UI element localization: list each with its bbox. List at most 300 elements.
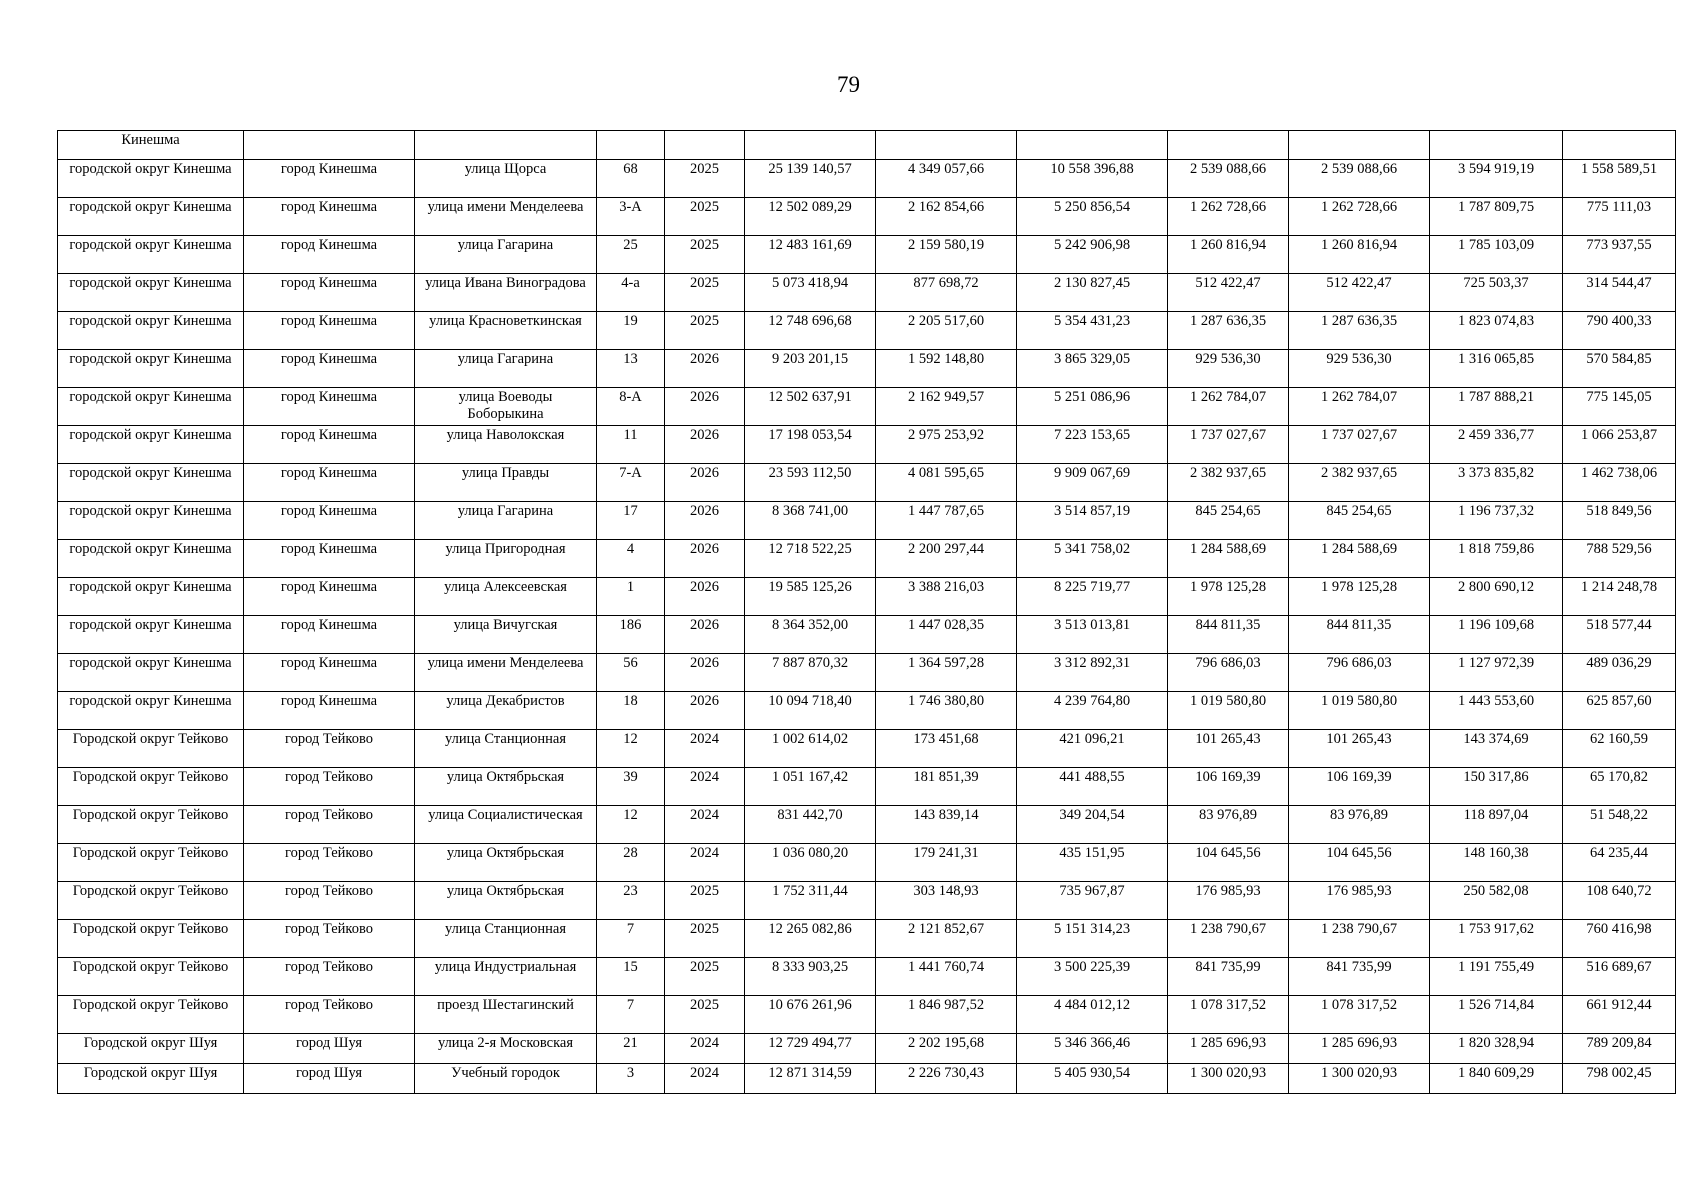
table-row — [58, 502, 1676, 540]
cell-value-3: 9 909 067,69 — [1017, 464, 1168, 502]
cell-value-4: 1 238 790,67 — [1168, 920, 1289, 958]
cell-value-4: 1 262 784,07 — [1168, 388, 1289, 426]
cell-municipality: Городской округ Тейково — [58, 996, 244, 1034]
cell-value-3: 4 239 764,80 — [1017, 692, 1168, 730]
cell-municipality: городской округ Кинешма — [58, 578, 244, 616]
cell-year: 2024 — [665, 1064, 745, 1094]
cell-municipality: городской округ Кинешма — [58, 350, 244, 388]
cell-street: улица Гагарина — [415, 236, 597, 274]
cell-municipality: городской округ Кинешма — [58, 692, 244, 730]
cell-value-3: 5 250 856,54 — [1017, 198, 1168, 236]
cell-settlement: город Тейково — [244, 768, 415, 806]
cell-value-1: 23 593 112,50 — [745, 464, 876, 502]
cell-value-3: 5 354 431,23 — [1017, 312, 1168, 350]
cell-value-7: 62 160,59 — [1563, 730, 1676, 768]
table-row — [58, 198, 1676, 236]
cell-value-5: 796 686,03 — [1289, 654, 1430, 692]
table-row — [58, 996, 1676, 1034]
cell-house: 12 — [597, 730, 665, 768]
cell-municipality: городской округ Кинешма — [58, 616, 244, 654]
cell-house: 12 — [597, 806, 665, 844]
cell-value-2: 1 447 028,35 — [876, 616, 1017, 654]
cell-settlement: город Кинешма — [244, 654, 415, 692]
cell-value-7: 775 145,05 — [1563, 388, 1676, 426]
cell-year: 2025 — [665, 958, 745, 996]
cell-value-2: 2 162 854,66 — [876, 198, 1017, 236]
cell-street: улица Красноветкинская — [415, 312, 597, 350]
cell-house: 28 — [597, 844, 665, 882]
cell-value-7: 1 214 248,78 — [1563, 578, 1676, 616]
cell-municipality: Городской округ Шуя — [58, 1064, 244, 1094]
cell-street: улица Декабристов — [415, 692, 597, 730]
cell-settlement: город Кинешма — [244, 312, 415, 350]
cell-value-5: 1 238 790,67 — [1289, 920, 1430, 958]
cell-value-2: 1 441 760,74 — [876, 958, 1017, 996]
table-row — [58, 426, 1676, 464]
cell-value-1: 12 748 696,68 — [745, 312, 876, 350]
cell-year: 2024 — [665, 768, 745, 806]
cell-value-2: 2 205 517,60 — [876, 312, 1017, 350]
cell-value-5: 929 536,30 — [1289, 350, 1430, 388]
cell-value-2: 2 162 949,57 — [876, 388, 1017, 426]
cell-value-5: 1 978 125,28 — [1289, 578, 1430, 616]
cell-value-4: 512 422,47 — [1168, 274, 1289, 312]
cell-value-4: 1 260 816,94 — [1168, 236, 1289, 274]
cell-settlement: город Тейково — [244, 844, 415, 882]
table-row — [58, 882, 1676, 920]
cell-street: улица Правды — [415, 464, 597, 502]
cell-municipality: Городской округ Тейково — [58, 920, 244, 958]
cell-value-2: 4 349 057,66 — [876, 160, 1017, 198]
cell-value-3 — [1017, 131, 1168, 160]
cell-value-7: 108 640,72 — [1563, 882, 1676, 920]
cell-house: 8-А — [597, 388, 665, 426]
cell-settlement: город Кинешма — [244, 160, 415, 198]
cell-street: улица Ивана Виноградова — [415, 274, 597, 312]
cell-value-1: 7 887 870,32 — [745, 654, 876, 692]
cell-value-3: 5 341 758,02 — [1017, 540, 1168, 578]
cell-street: улица имени Менделеева — [415, 654, 597, 692]
cell-street: улица Гагарина — [415, 350, 597, 388]
cell-year: 2026 — [665, 540, 745, 578]
cell-value-5: 2 382 937,65 — [1289, 464, 1430, 502]
cell-value-1: 25 139 140,57 — [745, 160, 876, 198]
cell-year: 2026 — [665, 388, 745, 426]
cell-value-7: 489 036,29 — [1563, 654, 1676, 692]
table-row — [58, 730, 1676, 768]
cell-value-5: 1 285 696,93 — [1289, 1034, 1430, 1064]
cell-street: улица Пригородная — [415, 540, 597, 578]
cell-settlement: город Кинешма — [244, 616, 415, 654]
cell-value-4: 2 382 937,65 — [1168, 464, 1289, 502]
cell-value-6: 143 374,69 — [1430, 730, 1563, 768]
cell-value-6: 1 787 888,21 — [1430, 388, 1563, 426]
cell-value-2: 4 081 595,65 — [876, 464, 1017, 502]
cell-value-5: 1 260 816,94 — [1289, 236, 1430, 274]
cell-value-6: 1 127 972,39 — [1430, 654, 1563, 692]
table-row — [58, 578, 1676, 616]
cell-value-2: 2 159 580,19 — [876, 236, 1017, 274]
cell-value-1: 1 752 311,44 — [745, 882, 876, 920]
cell-value-7: 64 235,44 — [1563, 844, 1676, 882]
cell-year: 2025 — [665, 920, 745, 958]
page-number: 79 — [837, 72, 860, 97]
cell-street: улица Октябрьская — [415, 882, 597, 920]
table-row — [58, 958, 1676, 996]
cell-year: 2024 — [665, 1034, 745, 1064]
table-row — [58, 388, 1676, 426]
table-row — [58, 312, 1676, 350]
cell-value-3: 5 151 314,23 — [1017, 920, 1168, 958]
cell-year: 2025 — [665, 236, 745, 274]
cell-value-3: 4 484 012,12 — [1017, 996, 1168, 1034]
cell-value-6: 250 582,08 — [1430, 882, 1563, 920]
cell-value-1: 12 718 522,25 — [745, 540, 876, 578]
cell-value-1: 8 364 352,00 — [745, 616, 876, 654]
cell-municipality: городской округ Кинешма — [58, 426, 244, 464]
cell-value-5: 845 254,65 — [1289, 502, 1430, 540]
cell-year: 2025 — [665, 274, 745, 312]
cell-house: 68 — [597, 160, 665, 198]
cell-value-2: 181 851,39 — [876, 768, 1017, 806]
cell-house: 25 — [597, 236, 665, 274]
cell-house: 3 — [597, 1064, 665, 1094]
cell-value-7: 314 544,47 — [1563, 274, 1676, 312]
cell-value-6: 1 196 109,68 — [1430, 616, 1563, 654]
cell-municipality: городской округ Кинешма — [58, 160, 244, 198]
cell-value-6: 3 594 919,19 — [1430, 160, 1563, 198]
cell-value-1: 12 265 082,86 — [745, 920, 876, 958]
cell-value-5: 1 737 027,67 — [1289, 426, 1430, 464]
cell-value-4: 841 735,99 — [1168, 958, 1289, 996]
cell-settlement: город Кинешма — [244, 502, 415, 540]
cell-house: 7 — [597, 996, 665, 1034]
cell-settlement: город Кинешма — [244, 464, 415, 502]
cell-municipality: Городской округ Тейково — [58, 958, 244, 996]
cell-value-7: 518 577,44 — [1563, 616, 1676, 654]
cell-value-2: 2 226 730,43 — [876, 1064, 1017, 1094]
cell-settlement: город Тейково — [244, 806, 415, 844]
cell-municipality: Кинешма — [58, 131, 244, 160]
cell-value-6: 148 160,38 — [1430, 844, 1563, 882]
cell-value-4: 1 262 728,66 — [1168, 198, 1289, 236]
cell-municipality: городской округ Кинешма — [58, 654, 244, 692]
cell-municipality: городской округ Кинешма — [58, 198, 244, 236]
cell-value-6: 3 373 835,82 — [1430, 464, 1563, 502]
cell-value-2: 179 241,31 — [876, 844, 1017, 882]
cell-value-1: 12 483 161,69 — [745, 236, 876, 274]
cell-value-5: 1 078 317,52 — [1289, 996, 1430, 1034]
cell-value-3: 5 405 930,54 — [1017, 1064, 1168, 1094]
cell-house: 7-А — [597, 464, 665, 502]
cell-street: улица Октябрьская — [415, 844, 597, 882]
cell-settlement: город Кинешма — [244, 236, 415, 274]
cell-value-7: 798 002,45 — [1563, 1064, 1676, 1094]
cell-value-1: 5 073 418,94 — [745, 274, 876, 312]
cell-settlement: город Кинешма — [244, 274, 415, 312]
cell-street — [415, 131, 597, 160]
cell-value-7: 773 937,55 — [1563, 236, 1676, 274]
cell-street: улица Индустриальная — [415, 958, 597, 996]
table-row — [58, 1034, 1676, 1064]
cell-value-3: 2 130 827,45 — [1017, 274, 1168, 312]
cell-municipality: Городской округ Тейково — [58, 730, 244, 768]
data-table — [57, 130, 1676, 1094]
cell-house: 13 — [597, 350, 665, 388]
cell-value-1: 12 502 089,29 — [745, 198, 876, 236]
cell-value-3: 5 346 366,46 — [1017, 1034, 1168, 1064]
cell-street: улица Воеводы Боборыкина — [415, 388, 597, 426]
cell-settlement: город Кинешма — [244, 426, 415, 464]
cell-value-7: 775 111,03 — [1563, 198, 1676, 236]
cell-house: 15 — [597, 958, 665, 996]
cell-year: 2024 — [665, 844, 745, 882]
cell-value-2: 2 121 852,67 — [876, 920, 1017, 958]
cell-municipality: Городской округ Тейково — [58, 882, 244, 920]
cell-year: 2025 — [665, 882, 745, 920]
cell-street: улица Щорса — [415, 160, 597, 198]
cell-value-6: 2 800 690,12 — [1430, 578, 1563, 616]
cell-value-7: 789 209,84 — [1563, 1034, 1676, 1064]
cell-year: 2024 — [665, 730, 745, 768]
cell-year: 2026 — [665, 654, 745, 692]
cell-value-5: 1 262 784,07 — [1289, 388, 1430, 426]
cell-value-3: 5 242 906,98 — [1017, 236, 1168, 274]
cell-value-6: 118 897,04 — [1430, 806, 1563, 844]
table-row — [58, 274, 1676, 312]
cell-value-4: 176 985,93 — [1168, 882, 1289, 920]
cell-house: 4-а — [597, 274, 665, 312]
table-row — [58, 844, 1676, 882]
cell-value-1: 1 036 080,20 — [745, 844, 876, 882]
table-row — [58, 540, 1676, 578]
cell-year: 2026 — [665, 616, 745, 654]
cell-value-3: 7 223 153,65 — [1017, 426, 1168, 464]
cell-value-5: 1 262 728,66 — [1289, 198, 1430, 236]
cell-house: 21 — [597, 1034, 665, 1064]
cell-year: 2025 — [665, 312, 745, 350]
cell-value-1: 8 333 903,25 — [745, 958, 876, 996]
cell-house: 1 — [597, 578, 665, 616]
cell-value-5: 2 539 088,66 — [1289, 160, 1430, 198]
cell-value-6: 1 753 917,62 — [1430, 920, 1563, 958]
cell-year: 2026 — [665, 578, 745, 616]
cell-value-3: 8 225 719,77 — [1017, 578, 1168, 616]
cell-settlement — [244, 131, 415, 160]
cell-value-2 — [876, 131, 1017, 160]
cell-value-5: 106 169,39 — [1289, 768, 1430, 806]
cell-value-1: 12 729 494,77 — [745, 1034, 876, 1064]
cell-value-7: 1 462 738,06 — [1563, 464, 1676, 502]
cell-street: улица имени Менделеева — [415, 198, 597, 236]
cell-value-3: 735 967,87 — [1017, 882, 1168, 920]
cell-value-5 — [1289, 131, 1430, 160]
cell-value-4: 106 169,39 — [1168, 768, 1289, 806]
table-row — [58, 1064, 1676, 1094]
cell-street: улица Социалистическая — [415, 806, 597, 844]
cell-value-4: 1 285 696,93 — [1168, 1034, 1289, 1064]
cell-settlement: город Шуя — [244, 1064, 415, 1094]
cell-value-1: 1 002 614,02 — [745, 730, 876, 768]
cell-value-4: 796 686,03 — [1168, 654, 1289, 692]
cell-year: 2025 — [665, 198, 745, 236]
cell-value-6: 150 317,86 — [1430, 768, 1563, 806]
cell-value-2: 143 839,14 — [876, 806, 1017, 844]
cell-house: 56 — [597, 654, 665, 692]
cell-house: 11 — [597, 426, 665, 464]
table-row — [58, 768, 1676, 806]
cell-value-7: 570 584,85 — [1563, 350, 1676, 388]
cell-value-2: 2 975 253,92 — [876, 426, 1017, 464]
cell-value-6: 1 526 714,84 — [1430, 996, 1563, 1034]
cell-value-3: 10 558 396,88 — [1017, 160, 1168, 198]
cell-street: улица Наволокская — [415, 426, 597, 464]
cell-value-6: 1 443 553,60 — [1430, 692, 1563, 730]
cell-house: 39 — [597, 768, 665, 806]
cell-street: улица Вичугская — [415, 616, 597, 654]
cell-settlement: город Тейково — [244, 882, 415, 920]
cell-value-7 — [1563, 131, 1676, 160]
cell-value-2: 2 202 195,68 — [876, 1034, 1017, 1064]
cell-value-7: 518 849,56 — [1563, 502, 1676, 540]
cell-value-6: 1 191 755,49 — [1430, 958, 1563, 996]
cell-year — [665, 131, 745, 160]
cell-settlement: город Кинешма — [244, 350, 415, 388]
cell-house — [597, 131, 665, 160]
cell-value-4: 929 536,30 — [1168, 350, 1289, 388]
table-row — [58, 236, 1676, 274]
cell-settlement: город Тейково — [244, 920, 415, 958]
cell-value-6: 1 316 065,85 — [1430, 350, 1563, 388]
cell-value-5: 841 735,99 — [1289, 958, 1430, 996]
cell-year: 2025 — [665, 160, 745, 198]
cell-value-2: 1 364 597,28 — [876, 654, 1017, 692]
cell-value-5: 1 019 580,80 — [1289, 692, 1430, 730]
cell-value-6: 1 820 328,94 — [1430, 1034, 1563, 1064]
cell-value-7: 65 170,82 — [1563, 768, 1676, 806]
cell-municipality: Городской округ Шуя — [58, 1034, 244, 1064]
cell-value-5: 104 645,56 — [1289, 844, 1430, 882]
cell-municipality: городской округ Кинешма — [58, 236, 244, 274]
cell-municipality: городской округ Кинешма — [58, 312, 244, 350]
cell-year: 2026 — [665, 692, 745, 730]
cell-value-2: 173 451,68 — [876, 730, 1017, 768]
cell-value-3: 3 312 892,31 — [1017, 654, 1168, 692]
cell-municipality: городской округ Кинешма — [58, 388, 244, 426]
cell-settlement: город Кинешма — [244, 198, 415, 236]
cell-value-3: 3 500 225,39 — [1017, 958, 1168, 996]
cell-value-3: 3 514 857,19 — [1017, 502, 1168, 540]
cell-street: улица Алексеевская — [415, 578, 597, 616]
cell-value-4: 101 265,43 — [1168, 730, 1289, 768]
cell-value-2: 2 200 297,44 — [876, 540, 1017, 578]
cell-value-3: 421 096,21 — [1017, 730, 1168, 768]
cell-value-4: 1 287 636,35 — [1168, 312, 1289, 350]
cell-municipality: городской округ Кинешма — [58, 274, 244, 312]
cell-value-4: 1 978 125,28 — [1168, 578, 1289, 616]
cell-settlement: город Кинешма — [244, 540, 415, 578]
cell-value-6: 725 503,37 — [1430, 274, 1563, 312]
cell-value-7: 790 400,33 — [1563, 312, 1676, 350]
cell-settlement: город Кинешма — [244, 578, 415, 616]
cell-value-4: 1 300 020,93 — [1168, 1064, 1289, 1094]
cell-settlement: город Шуя — [244, 1034, 415, 1064]
cell-value-2: 1 592 148,80 — [876, 350, 1017, 388]
cell-value-4: 845 254,65 — [1168, 502, 1289, 540]
cell-year: 2026 — [665, 350, 745, 388]
cell-settlement: город Тейково — [244, 730, 415, 768]
cell-street: проезд Шестагинский — [415, 996, 597, 1034]
cell-municipality: Городской округ Тейково — [58, 768, 244, 806]
cell-value-6: 2 459 336,77 — [1430, 426, 1563, 464]
cell-value-4 — [1168, 131, 1289, 160]
cell-value-6: 1 823 074,83 — [1430, 312, 1563, 350]
cell-value-1: 1 051 167,42 — [745, 768, 876, 806]
table-row — [58, 654, 1676, 692]
cell-value-6: 1 196 737,32 — [1430, 502, 1563, 540]
cell-value-7: 760 416,98 — [1563, 920, 1676, 958]
cell-value-2: 303 148,93 — [876, 882, 1017, 920]
cell-value-1: 831 442,70 — [745, 806, 876, 844]
cell-value-4: 844 811,35 — [1168, 616, 1289, 654]
cell-value-1: 8 368 741,00 — [745, 502, 876, 540]
cell-year: 2026 — [665, 464, 745, 502]
cell-street: улица Станционная — [415, 920, 597, 958]
cell-value-5: 83 976,89 — [1289, 806, 1430, 844]
cell-value-7: 51 548,22 — [1563, 806, 1676, 844]
cell-value-3: 3 865 329,05 — [1017, 350, 1168, 388]
cell-value-1: 12 871 314,59 — [745, 1064, 876, 1094]
cell-value-4: 1 284 588,69 — [1168, 540, 1289, 578]
cell-house: 3-А — [597, 198, 665, 236]
cell-value-7: 1 558 589,51 — [1563, 160, 1676, 198]
cell-value-5: 1 284 588,69 — [1289, 540, 1430, 578]
cell-value-6: 1 787 809,75 — [1430, 198, 1563, 236]
cell-value-3: 349 204,54 — [1017, 806, 1168, 844]
cell-value-4: 104 645,56 — [1168, 844, 1289, 882]
cell-value-7: 788 529,56 — [1563, 540, 1676, 578]
cell-settlement: город Тейково — [244, 958, 415, 996]
table-row — [58, 464, 1676, 502]
cell-street: Учебный городок — [415, 1064, 597, 1094]
cell-value-2: 1 447 787,65 — [876, 502, 1017, 540]
cell-house: 17 — [597, 502, 665, 540]
cell-value-1: 9 203 201,15 — [745, 350, 876, 388]
cell-value-1: 17 198 053,54 — [745, 426, 876, 464]
cell-settlement: город Кинешма — [244, 388, 415, 426]
table-row — [58, 350, 1676, 388]
cell-value-6: 1 840 609,29 — [1430, 1064, 1563, 1094]
cell-value-7: 661 912,44 — [1563, 996, 1676, 1034]
cell-house: 19 — [597, 312, 665, 350]
table-row — [58, 920, 1676, 958]
cell-street: улица Гагарина — [415, 502, 597, 540]
cell-settlement: город Тейково — [244, 996, 415, 1034]
cell-municipality: городской округ Кинешма — [58, 464, 244, 502]
cell-value-7: 1 066 253,87 — [1563, 426, 1676, 464]
cell-value-3: 5 251 086,96 — [1017, 388, 1168, 426]
cell-value-4: 1 019 580,80 — [1168, 692, 1289, 730]
cell-value-4: 1 737 027,67 — [1168, 426, 1289, 464]
cell-value-6: 1 818 759,86 — [1430, 540, 1563, 578]
cell-year: 2025 — [665, 996, 745, 1034]
table-row — [58, 616, 1676, 654]
cell-value-5: 844 811,35 — [1289, 616, 1430, 654]
cell-value-5: 176 985,93 — [1289, 882, 1430, 920]
cell-house: 23 — [597, 882, 665, 920]
cell-value-1: 10 676 261,96 — [745, 996, 876, 1034]
cell-value-1: 10 094 718,40 — [745, 692, 876, 730]
